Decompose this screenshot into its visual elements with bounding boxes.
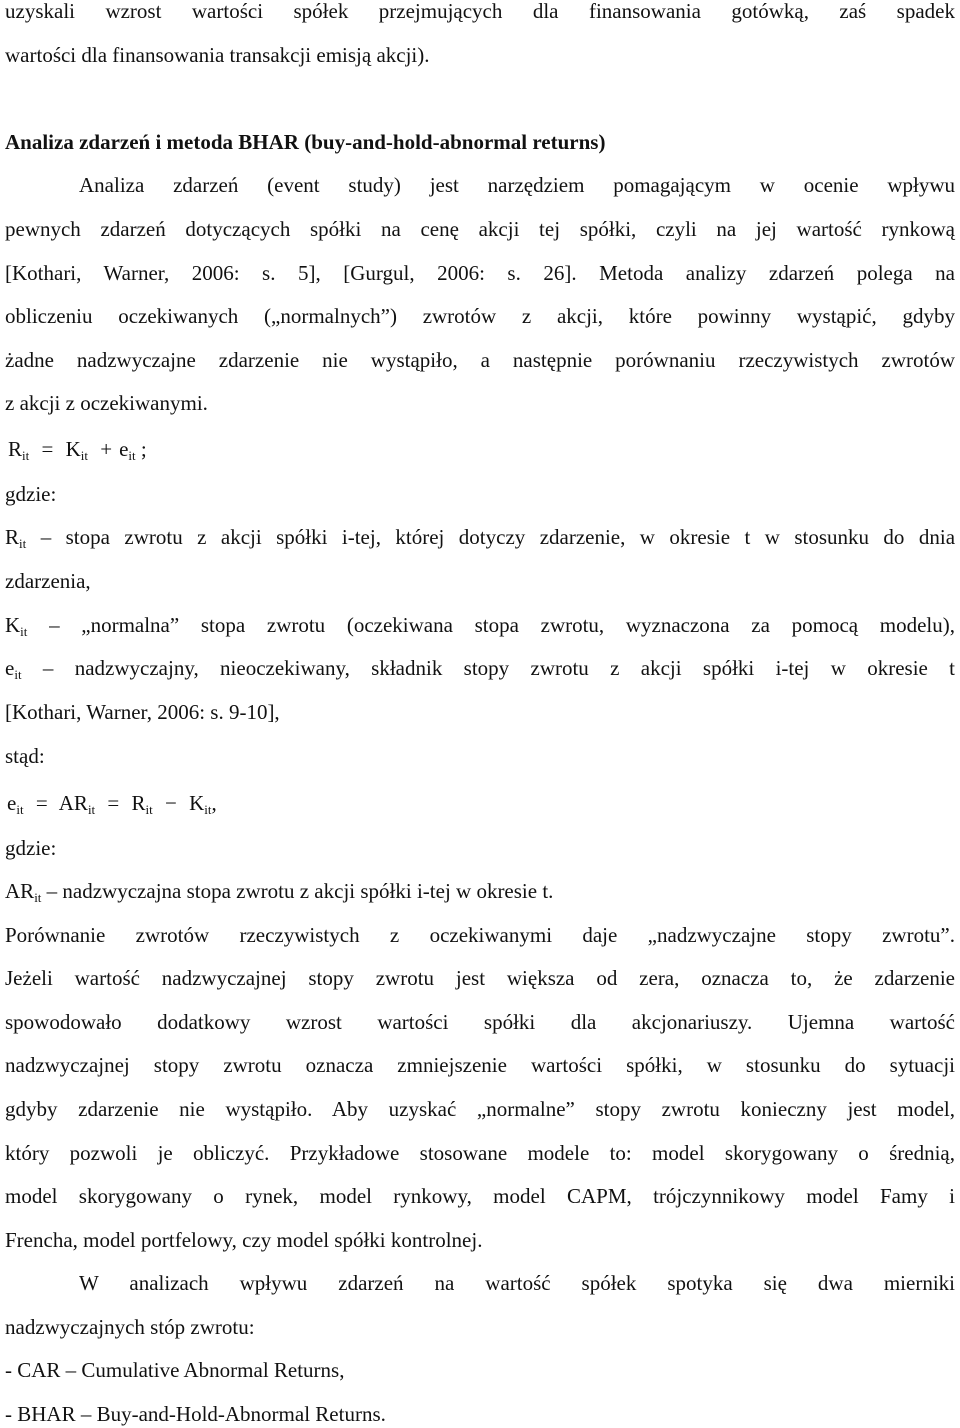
eq-symbol: K <box>65 437 81 461</box>
text-line: Analiza zdarzeń (event study) jest narzędziem pomagającym w ocenie wpływu <box>79 173 955 197</box>
def-text: nadzwyczajny, nieoczekiwany, składnik stopy zwrotu z akcji spółki i-tej w okresie t <box>74 656 956 680</box>
text-line: gdyby zdarzenie nie wystąpiło. Aby uzyskać „normalne” stopy zwrotu konieczny jest model, <box>5 1097 955 1121</box>
eq-subscript: it <box>80 448 88 463</box>
eq-symbol: R <box>131 791 146 815</box>
def-dash: – <box>49 613 60 637</box>
eq-operator: − <box>165 791 177 815</box>
eq-operator: = <box>107 791 120 815</box>
def-dash: – <box>42 656 54 680</box>
def-symbol: R <box>5 525 20 549</box>
def-dash: – <box>40 525 52 549</box>
text-line: który pozwoli je obliczyć. Przykładowe stosowane modele to: model skorygowany o średnią, <box>5 1141 955 1165</box>
eq-symbol: e <box>7 791 17 815</box>
definition-r <box>5 524 955 557</box>
eq-symbol: e <box>119 437 129 461</box>
text-line: wartości dla finansowania transakcji emisją akcji). <box>5 43 430 67</box>
def-symbol: e <box>5 656 15 680</box>
eq-subscript: it <box>16 802 24 817</box>
eq-operator: = <box>35 791 48 815</box>
def-subscript: it <box>19 536 27 551</box>
def-text: „normalna” stopa zwrotu (oczekiwana stopa zwrotu, wyznaczona za pomocą modelu), <box>81 613 955 637</box>
section-heading: Analiza zdarzeń i metoda BHAR (buy-and-hold-abnormal returns) <box>5 130 606 154</box>
text-line: gdzie: <box>5 836 57 860</box>
eq-operator: + <box>100 437 113 461</box>
text-line: Frencha, model portfelowy, czy model spółki kontrolnej. <box>5 1228 483 1252</box>
text-line: z akcji z oczekiwanymi. <box>5 391 208 415</box>
text-line: [Kothari, Warner, 2006: s. 9-10], <box>5 700 280 724</box>
text-line: zdarzenia, <box>5 569 91 593</box>
list-item: - BHAR – Buy-and-Hold-Abnormal Returns. <box>5 1402 386 1426</box>
definition-ar <box>5 878 955 911</box>
text-line: Porównanie zwrotów rzeczywistych z oczekiwanymi daje „nadzwyczajne stopy zwrotu”. <box>5 923 955 947</box>
text-line: nadzwyczajnych stóp zwrotu: <box>5 1315 255 1339</box>
def-subscript: it <box>14 667 22 682</box>
def-text: nadzwyczajna stopa zwrotu z akcji spółki i-tej w okresie t. <box>62 879 554 903</box>
eq-symbol: K <box>189 791 205 815</box>
text-line: Jeżeli wartość nadzwyczajnej stopy zwrotu jest większa od zera, oznacza to, że zdarzenie <box>5 966 955 990</box>
text-line: stąd: <box>5 744 45 768</box>
list-item: - CAR – Cumulative Abnormal Returns, <box>5 1358 345 1382</box>
text-line: gdzie: <box>5 482 57 506</box>
eq-symbol: AR <box>58 791 88 815</box>
text-line: żadne nadzwyczajne zdarzenie nie wystąpiło, a następnie porównaniu rzeczywistych zwrotów <box>5 348 955 372</box>
eq-symbol: R <box>8 437 23 461</box>
eq-subscript: it <box>22 448 30 463</box>
text-line: pewnych zdarzeń dotyczących spółki na cenę akcji tej spółki, czyli na jej wartość rynkową <box>5 217 955 241</box>
def-dash: – <box>46 879 58 903</box>
definition-e <box>5 655 955 688</box>
def-subscript: it <box>20 624 28 639</box>
text-line: obliczeniu oczekiwanych („normalnych”) zwrotów z akcji, które powinny wystąpić, gdyby <box>5 304 955 328</box>
definition-k <box>5 612 955 645</box>
text-line: W analizach wpływu zdarzeń na wartość spółek spotyka się dwa mierniki <box>79 1271 955 1295</box>
text-line: spowodowało dodatkowy wzrost wartości spółki dla akcjonariuszy. Ujemna wartość <box>5 1010 955 1034</box>
eq-subscript: it <box>128 448 136 463</box>
eq-subscript: it <box>87 802 96 817</box>
eq-punctuation: ; <box>140 437 147 461</box>
text-line: model skorygowany o rynek, model rynkowy, model CAPM, trójczynnikowy model Famy i <box>5 1184 955 1208</box>
text-line: nadzwyczajnej stopy zwrotu oznacza zmniejszenie wartości spółki, w stosunku do sytuacji <box>5 1053 955 1077</box>
eq-operator: = <box>41 437 54 461</box>
eq-subscript: it <box>145 802 153 817</box>
def-subscript: it <box>34 890 42 905</box>
def-text: stopa zwrotu z akcji spółki i-tej, której dotyczy zdarzenie, w okresie t w stosunku do dnia <box>65 525 956 549</box>
text-line: [Kothari, Warner, 2006: s. 5], [Gurgul, 2006: s. 26]. Metoda analizy zdarzeń polega na <box>5 261 955 285</box>
def-symbol: K <box>5 613 21 637</box>
equation-abnormal-return <box>7 790 957 823</box>
def-symbol: AR <box>5 879 35 903</box>
eq-subscript: it <box>204 802 212 817</box>
equation-returns <box>8 436 958 469</box>
text-line: uzyskali wzrost wartości spółek przejmujących dla finansowania gotówką, zaś spadek <box>5 0 955 23</box>
eq-punctuation: , <box>211 791 217 815</box>
